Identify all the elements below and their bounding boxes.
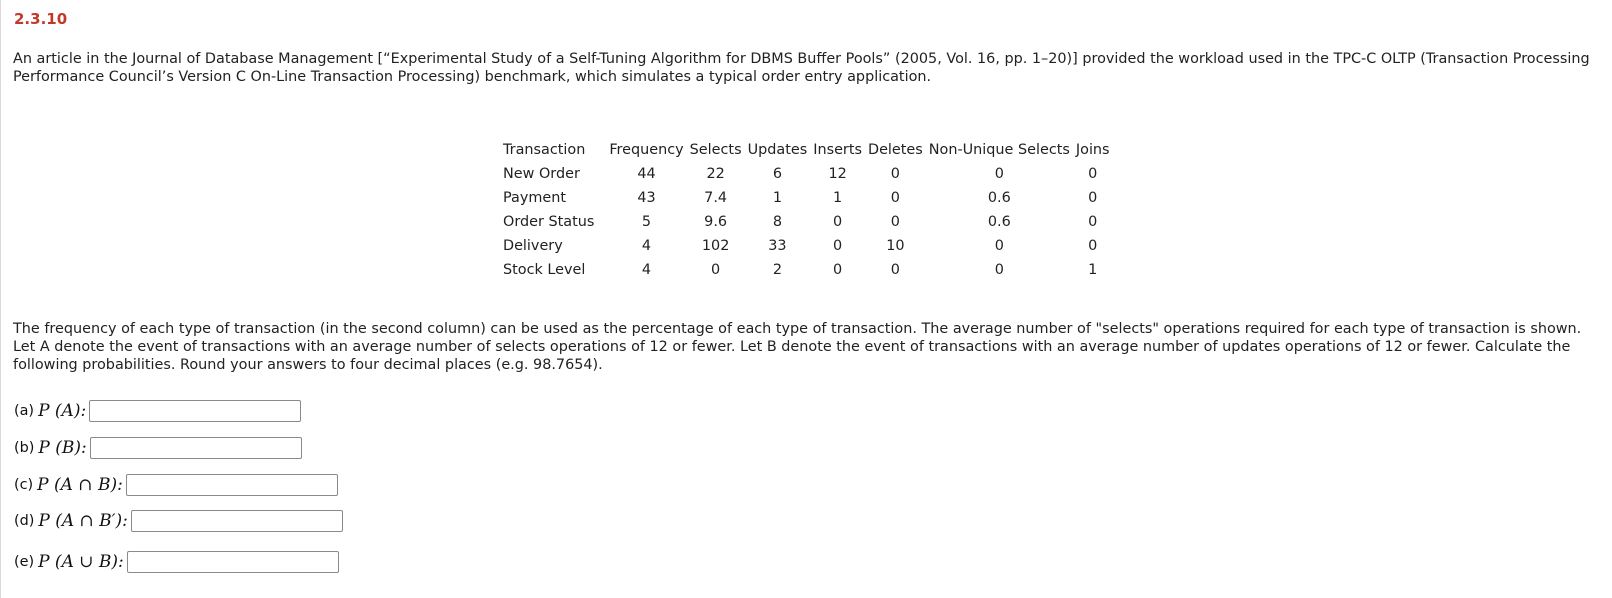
- table-cell: 0: [890, 166, 900, 182]
- table-cell: 43: [637, 190, 656, 206]
- question-b: [14, 437, 302, 459]
- table-row: [500, 162, 1113, 186]
- table-cell: 6: [772, 166, 782, 182]
- question-label: (a): [14, 403, 35, 419]
- instructions-paragraph: The frequency of each type of transaction (in the second column) can be used as the percentage of each type of transaction. The average number of "selects" operations required for each type of transaction is shown. Let A denote the event of transactions with an average number of selects operations of 12 or fewer. Let B denote the event of transactions with an average number of updates operations of 12 or fewer. Calculate the following probabilities. Round your answers to four decimal places (e.g. 98.7654).: [13, 321, 1582, 373]
- table-cell: 1: [772, 190, 782, 206]
- table-cell: Order Status: [503, 214, 595, 230]
- question-expression: P (A):: [38, 401, 87, 421]
- question-d: [14, 510, 343, 532]
- answer-a-input[interactable]: [89, 400, 301, 422]
- table-cell: 0.6: [987, 214, 1011, 230]
- table-cell: Stock Level: [503, 262, 586, 278]
- answer-d-input[interactable]: [131, 510, 343, 532]
- question-e: [14, 551, 339, 573]
- workload-table: [500, 138, 1113, 282]
- question-a: [14, 400, 301, 422]
- question-label: (c): [14, 477, 34, 493]
- table-row: [500, 186, 1113, 210]
- answer-b-input[interactable]: [90, 437, 302, 459]
- table-cell: 5: [641, 214, 652, 230]
- table-cell: 9.6: [704, 214, 728, 230]
- table-cell: Payment: [503, 190, 567, 206]
- table-cell: 0: [833, 214, 843, 230]
- table-cell: 0.6: [987, 190, 1011, 206]
- table-cell: 0: [994, 166, 1004, 182]
- table-cell: 33: [768, 238, 787, 254]
- table-row: [500, 234, 1113, 258]
- table-header-row: [500, 138, 1113, 162]
- table-cell: 0: [994, 262, 1004, 278]
- table-cell: 0: [1088, 166, 1098, 182]
- question-label: (b): [14, 440, 35, 456]
- header-cell: Inserts: [813, 142, 862, 158]
- header-cell: Joins: [1075, 142, 1110, 158]
- header-cell: Frequency: [609, 142, 684, 158]
- question-expression: P (B):: [38, 438, 87, 458]
- question-label: (e): [14, 554, 35, 570]
- header-cell: Selects: [689, 142, 742, 158]
- question-label: (d): [14, 513, 35, 529]
- header-cell: Updates: [747, 142, 808, 158]
- table-cell: 10: [886, 238, 905, 254]
- table-cell: Delivery: [503, 238, 563, 254]
- table-cell: 0: [833, 238, 843, 254]
- table-cell: 22: [706, 166, 725, 182]
- table-cell: 0: [1088, 214, 1098, 230]
- table-cell: 0: [890, 262, 900, 278]
- table-cell: 0: [890, 190, 900, 206]
- table-cell: 0: [1088, 238, 1098, 254]
- table-cell: 44: [637, 166, 656, 182]
- table-cell: 1: [1088, 262, 1098, 278]
- question-expression: P (A ∩ B):: [37, 475, 123, 495]
- question-c: [14, 474, 338, 496]
- table-cell: New Order: [503, 166, 580, 182]
- table-cell: 4: [641, 238, 652, 254]
- header-cell: Non-Unique Selects: [928, 142, 1070, 158]
- table-cell: 4: [641, 262, 652, 278]
- table-cell: 2: [772, 262, 782, 278]
- question-expression: P (A ∪ B):: [38, 552, 124, 572]
- question-expression: P (A ∩ B′):: [38, 511, 128, 531]
- table-cell: 8: [772, 214, 782, 230]
- answer-e-input[interactable]: [127, 551, 339, 573]
- left-border: [0, 0, 1, 598]
- table-row: [500, 210, 1113, 234]
- table-cell: 102: [701, 238, 730, 254]
- table-cell: 1: [833, 190, 843, 206]
- header-cell: Deletes: [867, 142, 923, 158]
- table-cell: 0: [1088, 190, 1098, 206]
- header-cell: Transaction: [503, 142, 586, 158]
- answer-c-input[interactable]: [126, 474, 338, 496]
- table-cell: 0: [994, 238, 1004, 254]
- table-cell: 7.4: [704, 190, 728, 206]
- table-cell: 0: [890, 214, 900, 230]
- table-cell: 0: [833, 262, 843, 278]
- question-number: 2.3.10: [14, 10, 68, 28]
- table-row: [500, 258, 1113, 282]
- table-cell: 12: [828, 166, 847, 182]
- intro-paragraph: An article in the Journal of Database Management [“Experimental Study of a Self-Tuning Algorithm for DBMS Buffer Pools” (2005, Vol. 16, pp. 1–20)] provided the workload used in the TPC-C OLTP (Transaction Processing Performance Council’s Version C On-Line Transaction Processing) benchmark, which simulates a typical order entry application.: [13, 51, 1590, 85]
- table-cell: 0: [711, 262, 721, 278]
